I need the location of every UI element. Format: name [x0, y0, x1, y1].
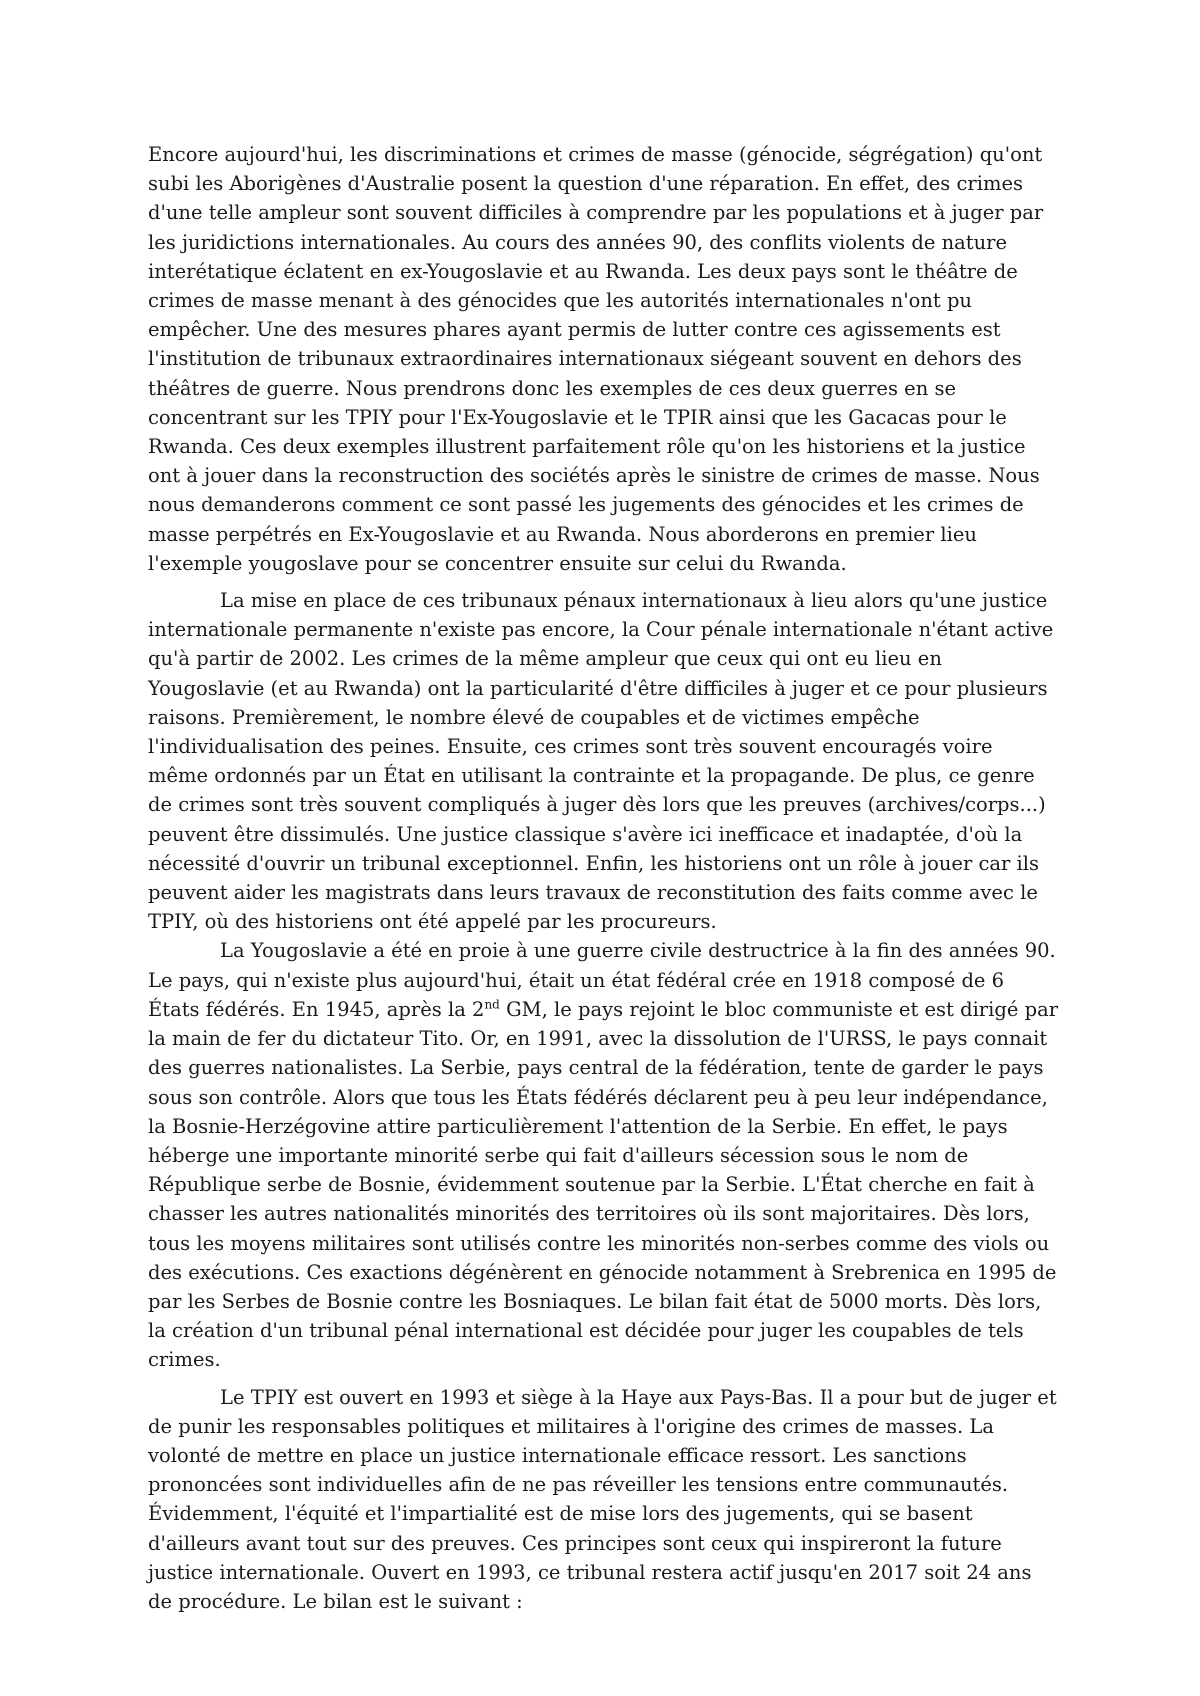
paragraph-text-part: GM, le pays rejoint le bloc communiste et est dirigé par la main de fer du dictateur Tito. Or, en 1991, avec la dissolution de l'URSS, le pays connait des guerres nationalistes. La Serbie, pays central de la fédération, tente de garder le pays sous son contrôle. Alors que tous les États fédérés déclarent peu à peu leur indépendance, la Bosnie-Herzégovine attire particulièrement l'attention de la Serbie. En effet, le pays héberge une importante minorité serbe qui fait d'ailleurs sécession sous le nom de République serbe de Bosnie, évidemment soutenue par la Serbie. L'État cherche en fait à chasser les autres nationalités minorités des territoires où ils sont majoritaires. Dès lors, tous les moyens militaires sont utilisés contre les minorités non-serbes comme des viols ou des exécutions. Ces exactions dégénèrent en génocide notamment à Srebrenica en 1995 de par les Serbes de Bosnie contre les Bosniaques. Le bilan fait état de 5000 morts. Dès lors, la création d'un tribunal pénal international est décidée pour juger les coupables de tels crimes.	[148, 997, 1059, 1372]
superscript-nd: nd	[484, 997, 500, 1012]
paragraph-tpiy: Le TPIY est ouvert en 1993 et siège à la Haye aux Pays-Bas. Il a pour but de juger et de punir les responsables politiques et militaires à l'origine des crimes de masses. La volonté de mettre en place un justice internationale efficace ressort. Les sanctions prononcées sont individuelles afin de ne pas réveiller les tensions entre communautés. Évidemment, l'équité et l'impartialité est de mise lors des jugements, qui se basent d'ailleurs avant tout sur des preuves. Ces principes sont ceux qui inspireront la future justice internationale. Ouvert en 1993, ce tribunal restera actif jusqu'en 2017 soit 24 ans de procédure. Le bilan est le suivant :	[148, 1385, 1057, 1613]
paragraph-introduction: Encore aujourd'hui, les discriminations et crimes de masse (génocide, ségrégation) qu'ont subi les Aborigènes d'Australie posent la question d'une réparation. En effet, des crimes d'une telle ampleur sont souvent difficiles à comprendre par les populations et à juger par les juridictions internationales. Au cours des années 90, des conflits violents de nature interétatique éclatent en ex-Yougoslavie et au Rwanda. Les deux pays sont le théâtre de crimes de masse menant à des génocides que les autorités internationales n'ont pu empêcher. Une des mesures phares ayant permis de lutter contre ces agissements est l'institution de tribunaux extraordinaires internationaux siégeant souvent en dehors des théâtres de guerre. Nous prendrons donc les exemples de ces deux guerres en se concentrant sur les TPIY pour l'Ex-Yougoslavie et le TPIR ainsi que les Gacacas pour le Rwanda. Ces deux exemples illustrent parfaitement rôle qu'on les historiens et la justice ont à jouer dans la reconstruction des sociétés après le sinistre de crimes de masse. Nous nous demanderons comment ce sont passé les jugements des génocides et les crimes de masse perpétrés en Ex-Yougoslavie et au Rwanda. Nous aborderons en premier lieu l'exemple yougoslave pour se concentrer ensuite sur celui du Rwanda.	[148, 143, 1044, 575]
paragraph-yugoslavia-war	[148, 936, 1058, 1374]
paragraph-international-tribunals: La mise en place de ces tribunaux pénaux internationaux à lieu alors qu'une justice internationale permanente n'existe pas encore, la Cour pénale internationale n'étant active qu'à partir de 2002. Les crimes de la même ampleur que ceux qui ont eu lieu en Yougoslavie (et au Rwanda) ont la particularité d'être difficiles à juger et ce pour plusieurs raisons. Premièrement, le nombre élevé de coupables et de victimes empêche l'individualisation des peines. Ensuite, ces crimes sont très souvent encouragés voire même ordonnés par un État en utilisant la contrainte et la propagande. De plus, ce genre de crimes sont très souvent compliqués à juger dès lors que les preuves (archives/corps...) peuvent être dissimulés. Une justice classique s'avère ici inefficace et inadaptée, d'où la nécessité d'ouvrir un tribunal exceptionnel. Enfin, les historiens ont un rôle à jouer car ils peuvent aider les magistrats dans leurs travaux de reconstitution des faits comme avec le TPIY, où des historiens ont été appelé par les procureurs.	[148, 589, 1054, 934]
paragraph-text-part: La Yougoslavie a été en proie à une guerre civile destructrice à la fin des années 90. Le pays, qui n'existe plus aujourd'hui, était un état fédéral crée en 1918 composé de 6 États fédérés. En 1945, après la 2	[148, 939, 1056, 1021]
document-body	[148, 140, 1058, 1616]
